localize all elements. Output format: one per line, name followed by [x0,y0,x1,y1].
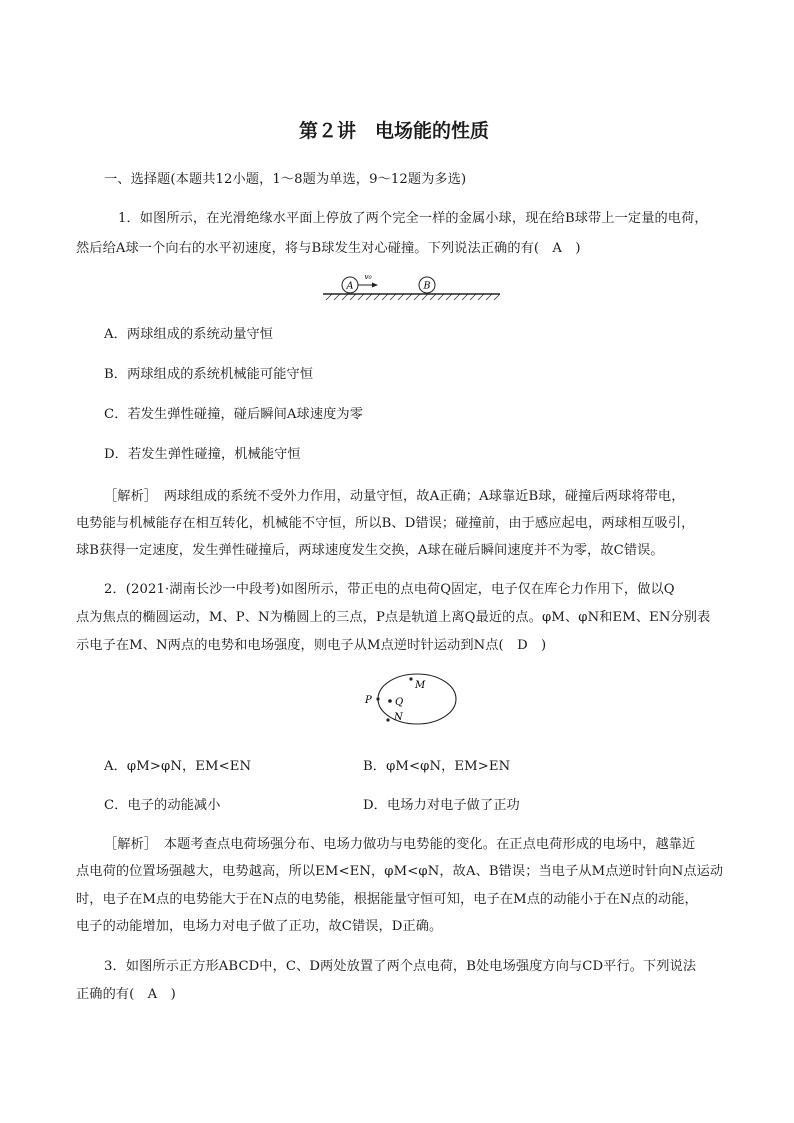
q2-stem-line3: 示电子在M、N两点的电势和电场强度，则电子从M点逆时针运动到N点( D ) [76,638,547,653]
velocity-arrow-head [372,283,378,288]
q2-stem-line2: 点为焦点的椭圆运动，M、P、N为椭圆上的三点，P点是轨道上离Q最近的点。φM、φN和EM、EN分别表 [76,610,711,625]
ball-b-label: B [423,280,431,292]
q2-option-b: B．φM<φN，EM>EN [363,759,511,774]
q2-analysis-line3: 时，电子在M点的电势能大于在N点的电势能，根据能量守恒可知，电子在M点的动能小于在N点的动能， [76,892,698,907]
q2-analysis-line4: 电子的动能增加，电场力对电子做了正功，故C错误，D正确。 [76,919,443,934]
label-q: Q [395,697,404,708]
ball-a-label: A [346,280,354,292]
q1-option-a: A．两球组成的系统动量守恒 [104,327,274,342]
q2-ellipse-figure [356,670,462,728]
q1-collision-figure [320,270,505,302]
velocity-label: v₀ [364,272,372,281]
q1-option-b: B．两球组成的系统机械能可能守恒 [104,367,314,382]
point-m [409,677,412,680]
q2-option-c: C．电子的动能减小 [104,798,221,813]
q2-analysis-line1: ［解析］ 本题考查点电荷场强分布、电场力做功与电势能的变化。在正点电荷形成的电场中，越靠近 [104,837,696,852]
q1-option-d: D．若发生弹性碰撞，机械能守恒 [104,447,301,462]
q3-stem-line2: 正确的有( A ) [76,987,176,1002]
q2-option-d: D．电场力对电子做了正功 [363,798,520,813]
q2-stem-line1: 2．(2021·湖南长沙一中段考)如图所示，带正电的点电荷Q固定，电子仅在库仑力作用下，做以Q [104,582,675,597]
ground-hatching [326,294,500,300]
point-n [386,718,389,721]
label-m: M [415,680,426,691]
q1-analysis-line2: 电势能与机械能存在相互转化，机械能不守恒，所以B、D错误；碰撞前，由于感应起电，两球相互吸引， [76,516,695,531]
point-p [376,697,379,700]
label-n: N [394,712,403,723]
q2-option-a: A．φM>φN，EM<EN [104,759,252,774]
q1-option-c: C．若发生弹性碰撞，碰后瞬间A球速度为零 [104,407,363,422]
q1-stem-line2: 然后给A球一个向右的水平初速度，将与B球发生对心碰撞。下列说法正确的有( A ) [76,241,581,256]
q1-stem-line1: 1．如图所示，在光滑绝缘水平面上停放了两个完全一样的金属小球，现在给B球带上一定量的电荷， [118,211,708,226]
q3-stem-line1: 3．如图所示正方形ABCD中，C、D两处放置了两个点电荷，B处电场强度方向与CD平行。下列说法 [104,959,697,974]
q1-analysis-line3: 球B获得一定速度，发生弹性碰撞后，两球速度发生交换，A球在碰后瞬间速度并不为零，故C错误。 [76,543,664,558]
q1-analysis-line1: ［解析］ 两球组成的系统不受外力作用，动量守恒，故A正确；A球靠近B球，碰撞后两球将带电， [104,489,685,504]
page-title: 第２讲 电场能的性质 [299,120,490,142]
q2-analysis-line2: 点电荷的位置场强越大，电势越高，所以EM<EN，φM<φN，故A、B错误；当电子从M点逆时针向N点运动 [76,864,724,879]
charge-q [388,699,392,703]
section-heading: 一、选择题(本题共12小题，1～8题为单选，9～12题为多选) [104,172,467,187]
label-p: P [365,695,372,706]
